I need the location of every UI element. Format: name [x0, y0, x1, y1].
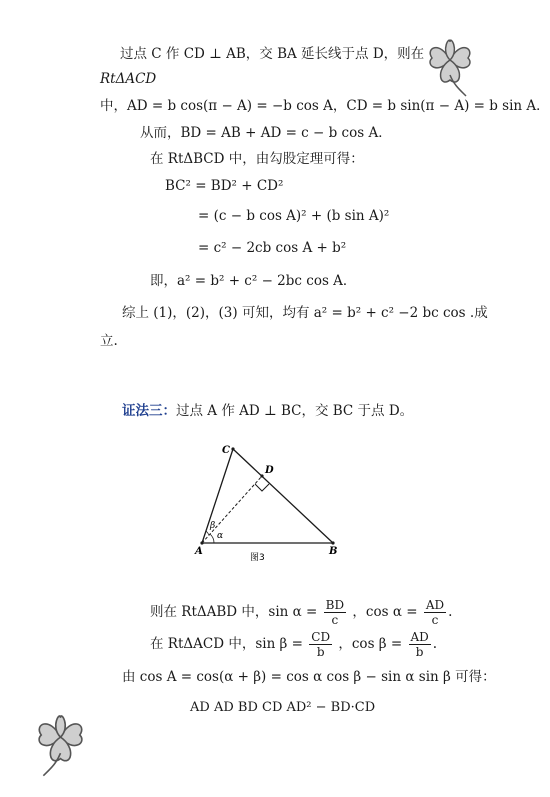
text-line-5: 在 RtΔBCD 中，由勾股定理可得：	[150, 151, 364, 167]
proof3-label: 证法三：	[122, 403, 176, 419]
line12-end: .	[448, 604, 453, 620]
text-line-10: 综上 (1)，(2)，(3) 可知，均有 a² = b² + c² −2 bc cos .成	[122, 305, 488, 321]
label-b: B	[329, 546, 338, 557]
label-d: D	[265, 465, 274, 476]
figure-caption: 图3	[250, 553, 265, 563]
angle-arc-beta	[206, 531, 209, 535]
angle-arc-alpha	[210, 534, 214, 543]
equation-line-8: = c² − 2cb cos A + b²	[198, 240, 347, 256]
altitude-ad	[202, 476, 262, 543]
clover-icon-top	[420, 30, 480, 100]
proof3-line	[122, 402, 413, 420]
clover-icon-bottom	[28, 705, 93, 780]
point-d-dot	[260, 474, 263, 477]
fraction-ad-c: $\frac{AD}{c}$	[425, 598, 445, 627]
equation-line-7: = (c − b cos A)² + (b sin A)²	[198, 208, 390, 224]
line15-text: AD AD BD CD AD² − BD·CD	[190, 700, 376, 715]
right-angle-mark	[255, 484, 269, 491]
text-line-3: 中，AD = b cos(π − A) = −b cos A，CD = b sin(π − A) = b sin A．	[100, 98, 550, 114]
label-a: A	[195, 546, 203, 557]
label-beta: β	[210, 521, 216, 531]
side-ac	[202, 449, 233, 543]
text-line-14: 由 cos A = cos(α + β) = cos α cos β − sin α sin β 可得：	[122, 669, 496, 685]
label-alpha: α	[217, 531, 224, 541]
line12-mid: ，cos α =	[352, 604, 418, 620]
line13-end: .	[432, 636, 438, 652]
text-line-1: 过点 C 作 CD ⊥ AB，交 BA 延长线于点 D，则在	[120, 46, 425, 62]
text-line-11: 立.	[100, 333, 118, 349]
text-line-9: 即，a² = b² + c² − 2bc cos A．	[150, 273, 357, 289]
text-line-4: 从而，BD = AB + AD = c − b cos A．	[140, 125, 392, 141]
fraction-ad-b: $\frac{AD}{b}$	[410, 630, 429, 659]
proof3-text: 过点 A 作 AD ⊥ BC，交 BC 于点 D。	[176, 403, 414, 419]
point-b-dot	[331, 541, 334, 544]
line13-pre: 在 RtΔACD 中，sin β =	[150, 636, 303, 652]
fraction-bd-c: $\frac{BD}{c}$	[325, 598, 345, 627]
truncated-equation-line	[150, 700, 375, 715]
line12-pre: 则在 RtΔABD 中，sin α =	[150, 604, 318, 620]
triangle-figure	[190, 440, 350, 570]
point-c-dot	[231, 447, 234, 450]
side-cb	[233, 449, 333, 543]
label-c: C	[222, 445, 230, 456]
point-a-dot	[200, 541, 203, 544]
equation-line-6: BC² = BD² + CD²	[165, 178, 284, 194]
text-line-12	[150, 598, 452, 627]
line13-mid: ，cos β =	[338, 636, 403, 652]
fraction-cd-b: $\frac{CD}{b}$	[311, 630, 331, 659]
text-line-13	[150, 630, 437, 659]
text-line-2: RtΔACD	[100, 71, 157, 87]
